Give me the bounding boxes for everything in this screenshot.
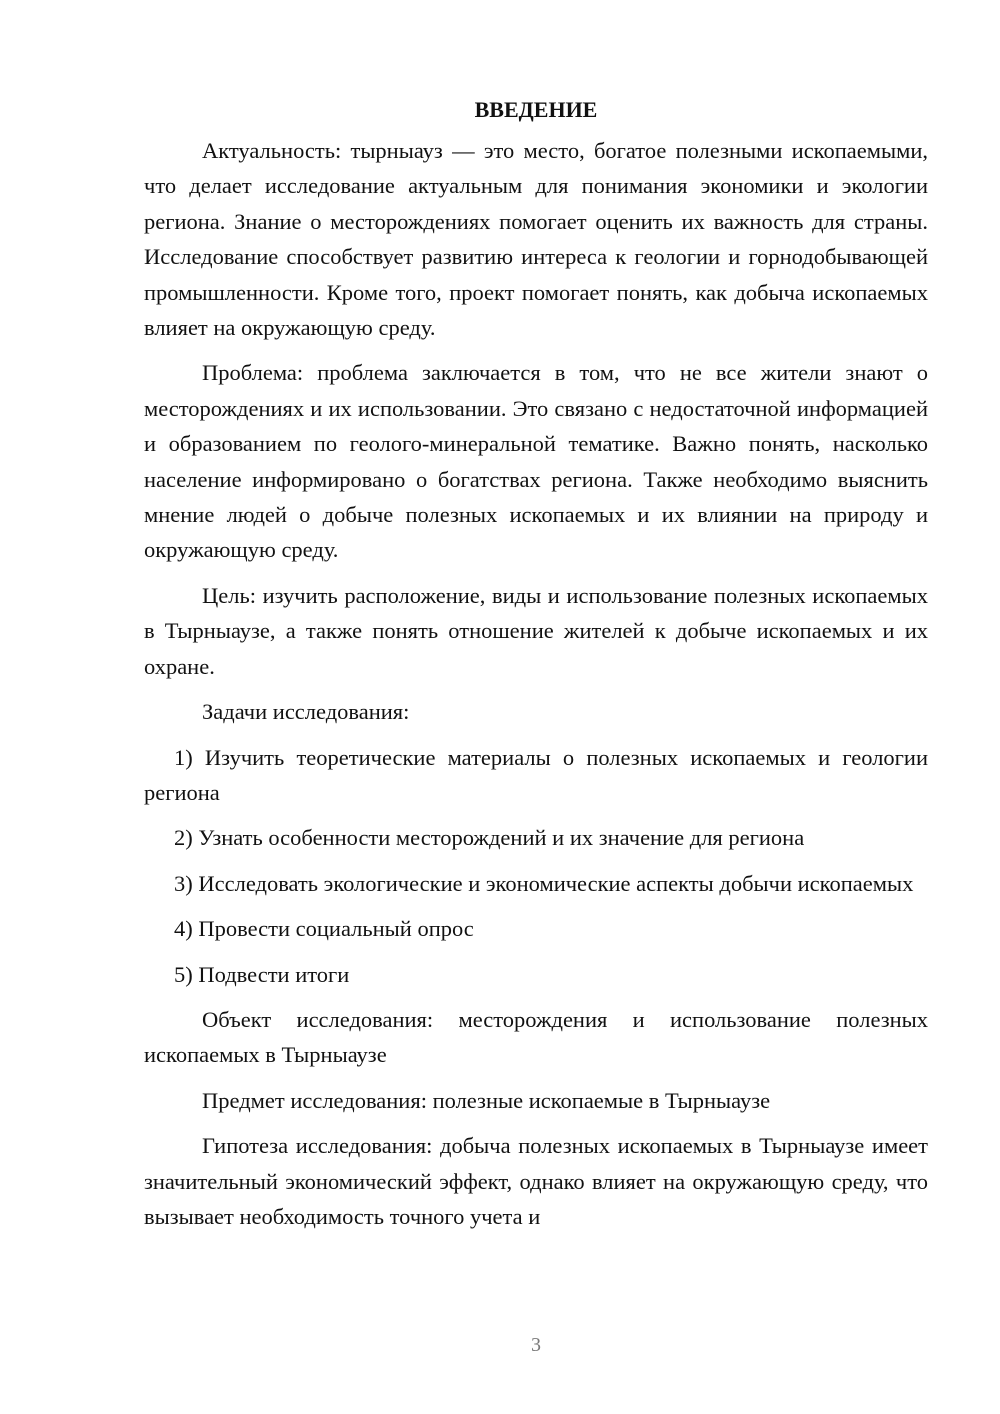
task-item-2: 2) Узнать особенности месторождений и их значение для региона	[174, 825, 805, 851]
task-item-1: 1) Изучить теоретические материалы о полезных ископаемых и геологии региона	[144, 744, 928, 805]
paragraph-problem: Проблема: проблема заключается в том, что не все жители знают о месторождениях и их использовании. Это связано с недостаточной информацией и образованием по геолого-минеральной тематике. Важно понять, насколько население информировано о богатствах региона. Также необходимо выяснить мнение людей о добыче полезных ископаемых и их влиянии на природу и окружающую среду.	[144, 360, 928, 563]
task-item-3: 3) Исследовать экологические и экономические аспекты добычи ископаемых	[174, 870, 914, 896]
page-title: ВВЕДЕНИЕ	[474, 97, 598, 122]
task-item-4: 4) Провести социальный опрос	[174, 916, 474, 942]
task-item-5: 5) Подвести итоги	[174, 961, 350, 987]
paragraph-hypothesis: Гипотеза исследования: добыча полезных ископаемых в Тырныаузе имеет значительный экономический эффект, однако влияет на окружающую среду, что вызывает необходимость точного учета и	[144, 1133, 928, 1229]
page-number: 3	[531, 1334, 541, 1356]
page-content	[144, 92, 928, 1234]
paragraph-subject: Предмет исследования: полезные ископаемые в Тырныаузе	[202, 1087, 771, 1113]
paragraph-object: Объект исследования: месторождения и использование полезных ископаемых в Тырныаузе	[144, 1006, 928, 1068]
paragraph-tasks-heading: Задачи исследования:	[202, 699, 410, 725]
paragraph-goal: Цель: изучить расположение, виды и использование полезных ископаемых в Тырныаузе, а также понять отношение жителей к добыче ископаемых и их охране.	[144, 582, 928, 679]
paragraph-relevance: Актуальность: тырныауз — это место, богатое полезными ископаемыми, что делает исследование актуальным для понимания экономики и экологии региона. Знание о месторождениях помогает оценить их важность для страны. Исследование способствует развитию интереса к геологии и горнодобывающей промышленности. Кроме того, проект помогает понять, как добыча ископаемых влияет на окружающую среду.	[144, 138, 928, 341]
